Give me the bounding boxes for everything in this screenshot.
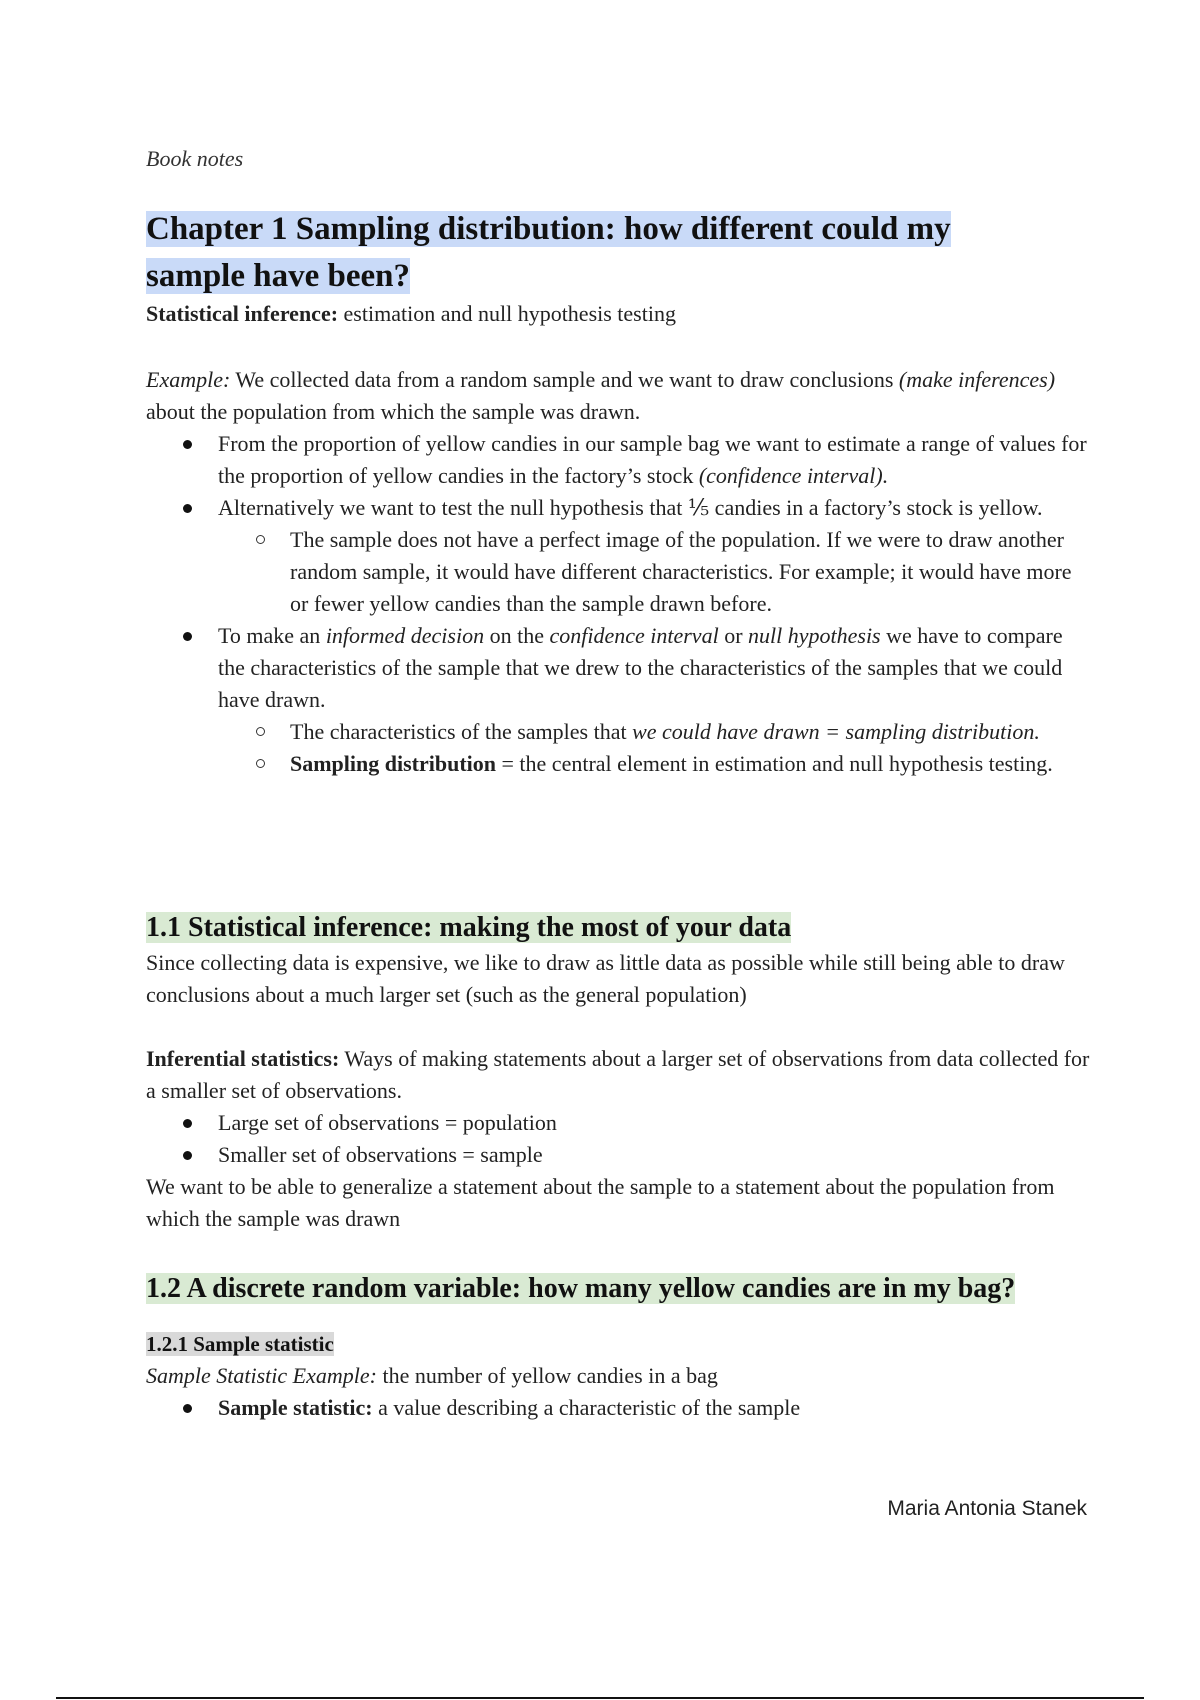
bullet-text: on the xyxy=(484,623,550,648)
sub-bullet-text: = the central element in estimation and null hypothesis testing. xyxy=(496,751,1053,776)
bullet-bold: Sample statistic: xyxy=(218,1395,373,1420)
sub-list xyxy=(146,716,1092,780)
bullet-text: a value describing a characteristic of the sample xyxy=(372,1395,801,1420)
list-item xyxy=(146,620,1092,780)
sub-list-item xyxy=(146,524,1092,620)
section-paragraph: Since collecting data is expensive, we like to draw as little data as possible while still being able to draw conclusions about a much larger set (such as the general population) xyxy=(146,950,1065,1007)
example-label: Example: xyxy=(146,367,231,392)
closing-paragraph: We want to be able to generalize a statement about the sample to a statement about the population from which the sample was drawn xyxy=(146,1174,1055,1231)
sub-list-item xyxy=(146,716,1092,748)
list-item: Large set of observations = population xyxy=(146,1107,1092,1139)
sub-bullet-italic: we could have drawn = sampling distribution. xyxy=(632,719,1040,744)
subsection-heading-text: 1.2.1 Sample statistic xyxy=(146,1332,334,1356)
chapter-title-line2: sample have been? xyxy=(146,258,410,294)
bullet-italic: confidence interval xyxy=(549,623,719,648)
section-1-2 xyxy=(146,1270,1092,1424)
example-italic: (make inferences) xyxy=(898,367,1056,392)
bottom-divider xyxy=(56,1697,1144,1699)
sub-bullet-text: The characteristics of the samples that xyxy=(290,719,633,744)
bullet-text: or xyxy=(718,623,749,648)
list-item xyxy=(146,492,1092,620)
bullet-italic: null hypothesis xyxy=(748,623,881,648)
inferential-label: Inferential statistics: xyxy=(146,1046,340,1071)
section-1-1 xyxy=(146,909,1092,1235)
sub-list-item xyxy=(146,748,1092,780)
example-section xyxy=(146,364,1092,780)
section-heading xyxy=(146,1270,1092,1308)
list-item: Smaller set of observations = sample xyxy=(146,1139,1092,1171)
list-item xyxy=(146,428,1092,492)
list-item xyxy=(146,1392,1092,1424)
example-label: Sample Statistic Example: xyxy=(146,1363,377,1388)
example-text: We collected data from a random sample and we want to draw conclusions xyxy=(230,367,899,392)
bullet-text: From the proportion of yellow candies in our sample bag we want to estimate a range of values for the proportion of yellow candies in the factory’s stock xyxy=(218,431,1087,488)
sample-statistic-list xyxy=(146,1392,1092,1424)
sub-bullet-text: The sample does not have a perfect image of the population. If we were to draw another random sample, it would have different characteristics. For example; it would have more or fewer yellow candies than the sample drawn before. xyxy=(290,527,1072,616)
chapter-title xyxy=(146,206,1092,300)
example-text-end: about the population from which the sample was drawn. xyxy=(146,399,641,424)
inferential-text: Ways of making statements about a larger set of observations from data collected for a smaller set of observations. xyxy=(146,1046,1090,1103)
author-name: Maria Antonia Stanek xyxy=(887,1497,1087,1520)
bullet-italic: informed decision xyxy=(325,623,485,648)
bullet-text: Alternatively we want to test the null hypothesis that ⅕ candies in a factory’s stock is yellow. xyxy=(218,495,1043,520)
section-heading-text: 1.1 Statistical inference: making the most of your data xyxy=(146,912,792,943)
bullet-text: To make an xyxy=(218,623,326,648)
sub-bullet-bold: Sampling distribution xyxy=(290,751,497,776)
book-notes-label: Book notes xyxy=(146,146,244,171)
chapter-title-line1: Chapter 1 Sampling distribution: how different could my xyxy=(146,211,951,247)
section-heading-text: 1.2 A discrete random variable: how many yellow candies are in my bag? xyxy=(146,1273,1016,1304)
section-heading xyxy=(146,909,1092,947)
observations-list xyxy=(146,1107,1092,1171)
inference-text: estimation and null hypothesis testing xyxy=(338,301,676,326)
example-text: the number of yellow candies in a bag xyxy=(376,1363,718,1388)
inference-line xyxy=(146,298,1092,330)
example-list xyxy=(146,428,1092,780)
bullet-italic: (confidence interval). xyxy=(698,463,889,488)
subsection-heading xyxy=(146,1328,1092,1360)
sample-statistic-example xyxy=(146,1360,1092,1392)
example-paragraph xyxy=(146,364,1092,428)
bullet-text: we have to compare the characteristics of the sample that we drew to the characteristics of the samples that we could have drawn. xyxy=(218,623,1063,712)
inferential-paragraph xyxy=(146,1043,1092,1107)
inference-label: Statistical inference: xyxy=(146,301,339,326)
sub-list xyxy=(146,524,1092,620)
